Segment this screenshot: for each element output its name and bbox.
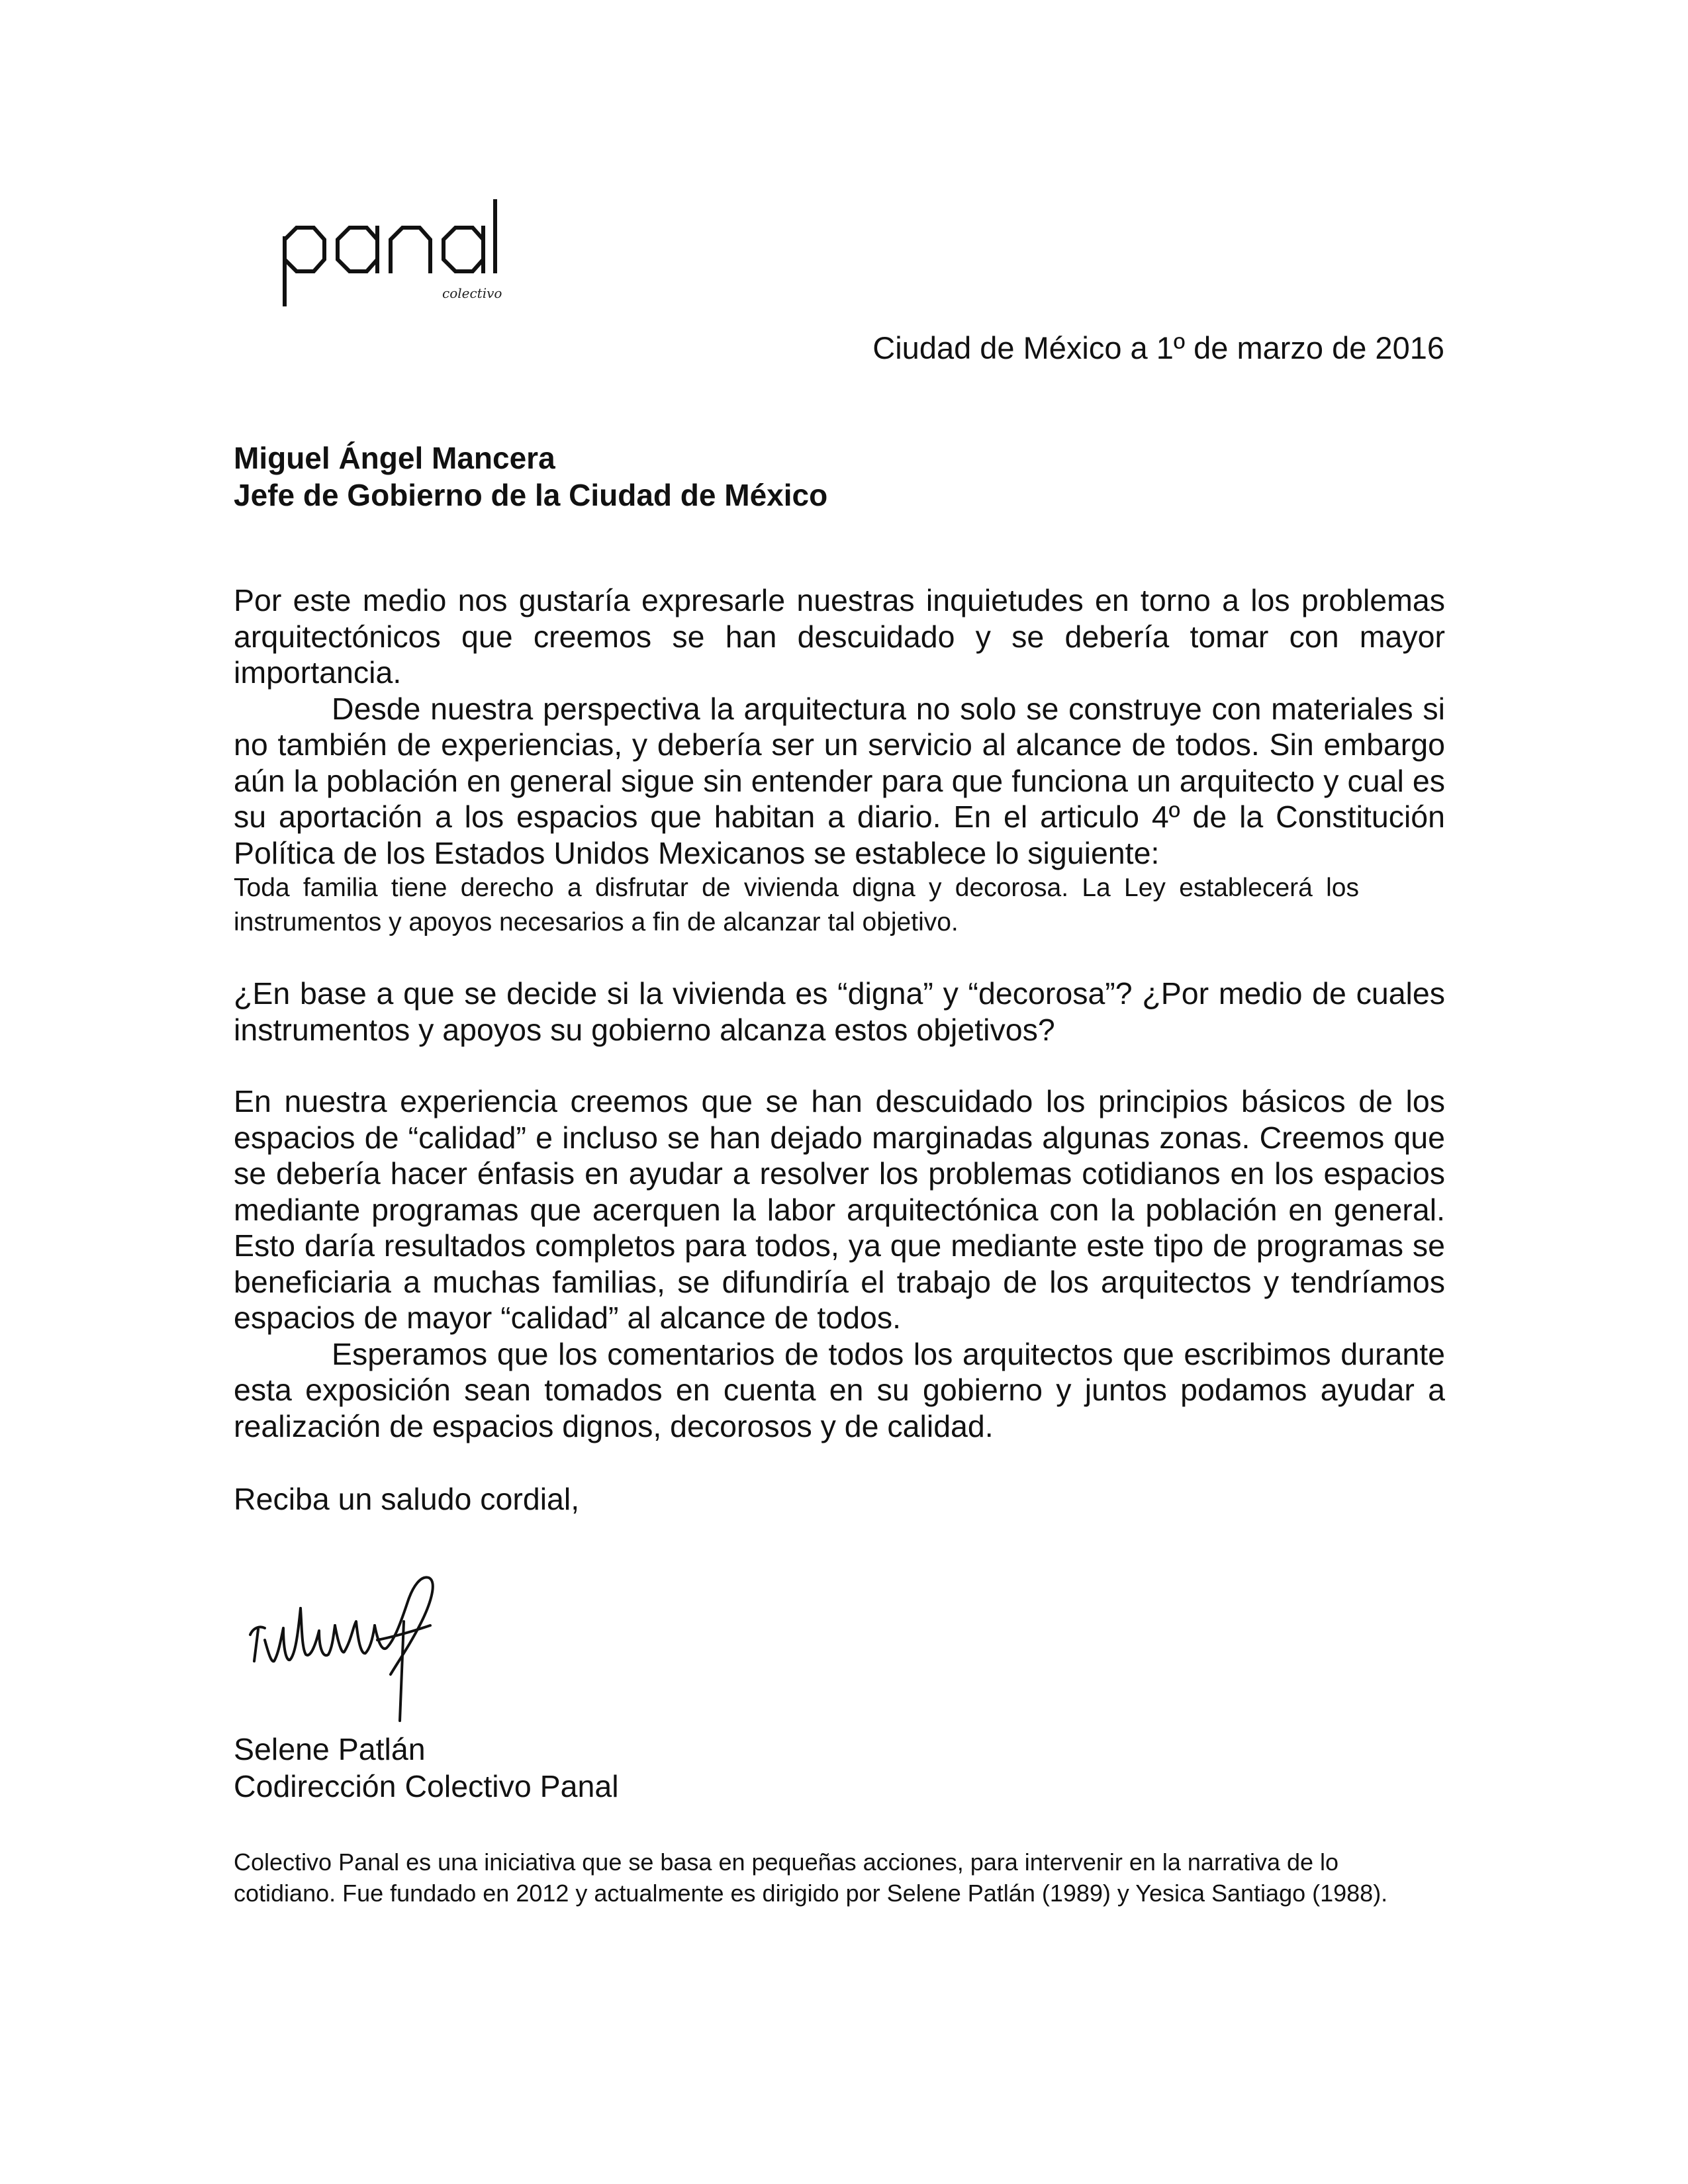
closing-salutation: Reciba un saludo cordial,: [234, 1482, 580, 1516]
constitution-quote: Toda familia tiene derecho a disfrutar de vivienda digna y decorosa. La Ley establecerá los instrumentos y apoyos necesarios a fin de alcanzar tal objetivo.: [234, 874, 1359, 936]
recipient-block: [234, 439, 827, 514]
signer-role: Codirección Colectivo Panal: [234, 1769, 619, 1803]
letter-body: [234, 582, 1445, 1444]
paragraph-perspective: Desde nuestra perspectiva la arquitectura no solo se construye con materiales si no también de experiencias, y debería ser un servicio al alcance de todos. Sin embargo aún la población en general sigue sin entender para que funciona un arquitecto y cual es su aportación a los espacios que habitan a diario. En el articulo 4º de la Constitución Política de los Estados Unidos Mexicanos se establece lo siguiente:: [234, 691, 1445, 870]
signer-name: Selene Patlán: [234, 1732, 426, 1766]
panal-logo: [277, 199, 502, 311]
signer-block: [234, 1731, 619, 1805]
letter-date: Ciudad de México a 1º de marzo de 2016: [872, 330, 1444, 365]
paragraph-hope: Esperamos que los comentarios de todos los arquitectos que escribimos durante esta exposición sean tomados en cuenta en su gobierno y juntos podamos ayudar a realización de espacios dignos, decorosos y de calidad.: [234, 1336, 1445, 1443]
organization-footnote: Colectivo Panal es una iniciativa que se basa en pequeñas acciones, para intervenir en la narrativa de lo cotidiano. Fue fundado en 2012 y actualmente es dirigido por Selene Patlán (1989) y Yesica Santiago (1988).: [234, 1848, 1388, 1907]
recipient-title: Jefe de Gobierno de la Ciudad de México: [234, 478, 828, 512]
handwritten-signature: [245, 1562, 463, 1727]
panal-logo-icon: [277, 199, 502, 311]
paragraph-questions: ¿En base a que se decide si la vivienda es “digna” y “decorosa”? ¿Por medio de cuales instrumentos y apoyos su gobierno alcanza estos objetivos?: [234, 976, 1445, 1047]
paragraph-intro: Por este medio nos gustaría expresarle nuestras inquietudes en torno a los problemas arquitectónicos que creemos se han descuidado y se debería tomar con mayor importancia.: [234, 583, 1445, 690]
recipient-name: Miguel Ángel Mancera: [234, 441, 555, 475]
svg-text:colectivo: colectivo: [442, 285, 502, 301]
signature-icon: [245, 1562, 463, 1727]
paragraph-experience: En nuestra experiencia creemos que se han descuidado los principios básicos de los espacios de “calidad” e incluso se han dejado marginadas algunas zonas. Creemos que se debería hacer énfasis en ayudar a resolver los problemas cotidianos en los espacios mediante programas que acerquen la labor arquitectónica con la población en general. Esto daría resultados completos para todos, ya que mediante este tipo de programas se beneficiaria a muchas familias, se difundiría el trabajo de los arquitectos y tendríamos espacios de mayor “calidad” al alcance de todos.: [234, 1084, 1445, 1335]
